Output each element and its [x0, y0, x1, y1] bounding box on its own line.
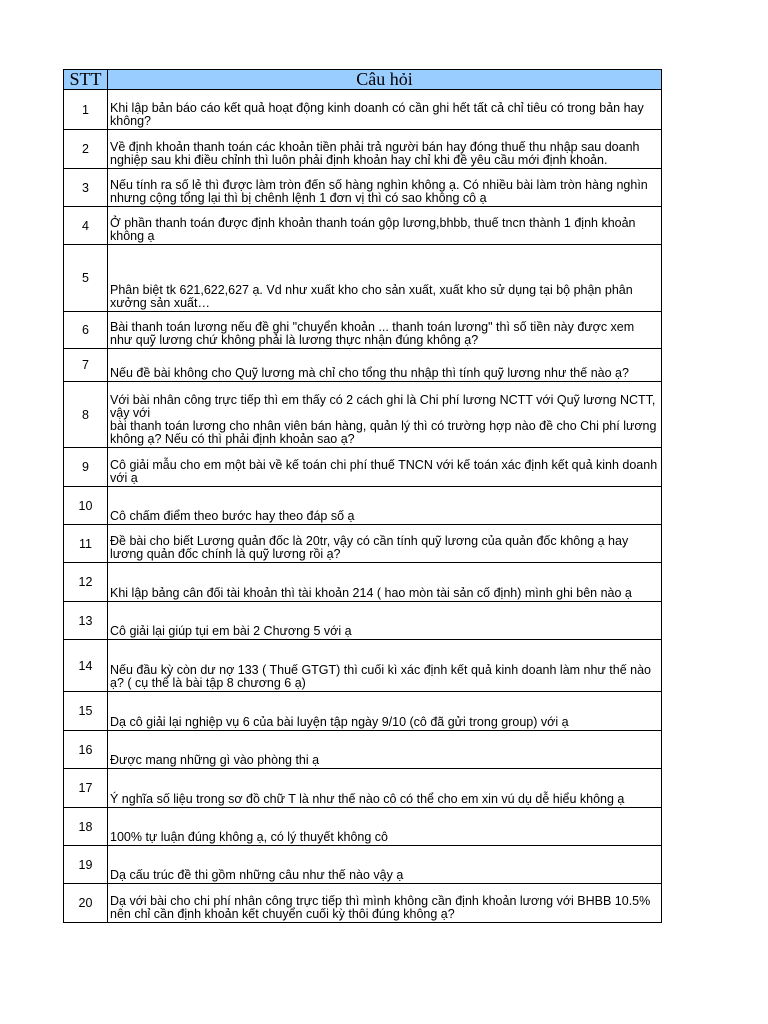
question-cell[interactable]: Bài thanh toán lương nếu đề ghi "chuyển khoản ... thanh toán lương" thì số tiền này được xem như quỹ lương chứ không phải là lương thực nhận đúng không ạ?	[108, 312, 662, 349]
header-stt[interactable]: STT	[64, 70, 108, 90]
table-row	[64, 525, 662, 563]
table-row	[64, 692, 662, 731]
question-cell[interactable]: Dạ với bài cho chi phí nhân công trực tiếp thì mình không cần định khoản lương với BHBB 10.5% nên chỉ cần định khoản kết chuyển cuối kỳ thôi đúng không ạ?	[108, 884, 662, 923]
row-number-cell[interactable]: 1	[64, 90, 108, 130]
table-row	[64, 487, 662, 525]
question-cell[interactable]: Cô chấm điểm theo bước hay theo đáp số ạ	[108, 487, 662, 525]
question-cell[interactable]: Về định khoản thanh toán các khoản tiền phải trả người bán hay đóng thuế thu nhập sau doanh nghiệp sau khi điều chỉnh thì luôn phải định khoản hay chỉ khi đề yêu cầu mới định khoản.	[108, 130, 662, 169]
row-number-cell[interactable]: 7	[64, 349, 108, 382]
table-row	[64, 90, 662, 130]
question-cell[interactable]: Phân biệt tk 621,622,627 ạ. Vd như xuất kho cho sản xuất, xuất kho sử dụng tại bộ phận phân xưởng sản xuất…	[108, 245, 662, 312]
table-row	[64, 640, 662, 692]
question-cell[interactable]: Cô giải mẫu cho em một bài về kế toán chi phí thuế TNCN với kế toán xác định kết quả kinh doanh với ạ	[108, 448, 662, 487]
table-row	[64, 884, 662, 923]
row-number-cell[interactable]: 5	[64, 245, 108, 312]
question-cell[interactable]: Nếu tính ra số lẻ thì được làm tròn đến số hàng nghìn không ạ. Có nhiều bài làm tròn hàng nghìn nhưng cộng tổng lại thì bị chênh lệnh 1 đơn vị thì có sao không cô ạ	[108, 169, 662, 207]
table-row	[64, 563, 662, 602]
row-number-cell[interactable]: 6	[64, 312, 108, 349]
table-row	[64, 349, 662, 382]
row-number-cell[interactable]: 4	[64, 207, 108, 245]
row-number-cell[interactable]: 12	[64, 563, 108, 602]
row-number-cell[interactable]: 17	[64, 769, 108, 808]
question-cell[interactable]: Với bài nhân công trực tiếp thì em thấy có 2 cách ghi là Chi phí lương NCTT với Quỹ lương NCTT, vậy với bài thanh toán lương cho nhân viên bán hàng, quản lý thì có trường hợp nào đề cho Chi phí lương không ạ? Nếu có thì phải định khoản sao ạ?	[108, 382, 662, 448]
question-cell[interactable]: Được mang những gì vào phòng thi ạ	[108, 731, 662, 769]
row-number-cell[interactable]: 19	[64, 846, 108, 884]
table-row	[64, 207, 662, 245]
row-number-cell[interactable]: 8	[64, 382, 108, 448]
table-row	[64, 846, 662, 884]
question-cell[interactable]: Nếu đầu kỳ còn dư nợ 133 ( Thuế GTGT) thì cuối kì xác định kết quả kinh doanh làm như thế nào ạ? ( cụ thể là bài tập 8 chương 6 ạ)	[108, 640, 662, 692]
table-row	[64, 769, 662, 808]
question-cell[interactable]: Dạ cô giải lại nghiệp vụ 6 của bài luyện tập ngày 9/10 (cô đã gửi trong group) với ạ	[108, 692, 662, 731]
row-number-cell[interactable]: 11	[64, 525, 108, 563]
question-cell[interactable]: Nếu đề bài không cho Quỹ lương mà chỉ cho tổng thu nhập thì tính quỹ lương như thế nào ạ?	[108, 349, 662, 382]
row-number-cell[interactable]: 10	[64, 487, 108, 525]
question-cell[interactable]: Đề bài cho biết Lương quản đốc là 20tr, vậy có cần tính quỹ lương của quản đốc không ạ hay lương quản đốc chính là quỹ lương rồi ạ?	[108, 525, 662, 563]
table-row	[64, 731, 662, 769]
table-row	[64, 312, 662, 349]
question-cell[interactable]: Khi lập bảng cân đối tài khoản thì tài khoản 214 ( hao mòn tài sản cố định) mình ghi bên nào ạ	[108, 563, 662, 602]
row-number-cell[interactable]: 3	[64, 169, 108, 207]
row-number-cell[interactable]: 18	[64, 808, 108, 846]
question-cell[interactable]: Ý nghĩa số liệu trong sơ đồ chữ T là như thế nào cô có thể cho em xin vú dụ dễ hiểu không ạ	[108, 769, 662, 808]
row-number-cell[interactable]: 14	[64, 640, 108, 692]
table-row	[64, 808, 662, 846]
table-row	[64, 448, 662, 487]
table-row	[64, 169, 662, 207]
row-number-cell[interactable]: 20	[64, 884, 108, 923]
question-table	[63, 69, 662, 923]
question-cell[interactable]: 100% tự luận đúng không ạ, có lý thuyết không cô	[108, 808, 662, 846]
question-cell[interactable]: Cô giải lại giúp tụi em bài 2 Chương 5 với ạ	[108, 602, 662, 640]
table-row	[64, 382, 662, 448]
question-cell[interactable]: Dạ cấu trúc đề thi gồm những câu như thế nào vậy ạ	[108, 846, 662, 884]
row-number-cell[interactable]: 13	[64, 602, 108, 640]
row-number-cell[interactable]: 9	[64, 448, 108, 487]
table-row	[64, 602, 662, 640]
table-row	[64, 245, 662, 312]
table-row	[64, 130, 662, 169]
row-number-cell[interactable]: 16	[64, 731, 108, 769]
header-question[interactable]: Câu hỏi	[108, 70, 662, 90]
header-row	[64, 70, 662, 90]
row-number-cell[interactable]: 2	[64, 130, 108, 169]
row-number-cell[interactable]: 15	[64, 692, 108, 731]
question-cell[interactable]: Ở phần thanh toán được định khoản thanh toán gộp lương,bhbb, thuế tncn thành 1 định khoản không ạ	[108, 207, 662, 245]
question-cell[interactable]: Khi lập bản báo cáo kết quả hoạt động kinh doanh có cần ghi hết tất cả chỉ tiêu có trong bản hay không?	[108, 90, 662, 130]
